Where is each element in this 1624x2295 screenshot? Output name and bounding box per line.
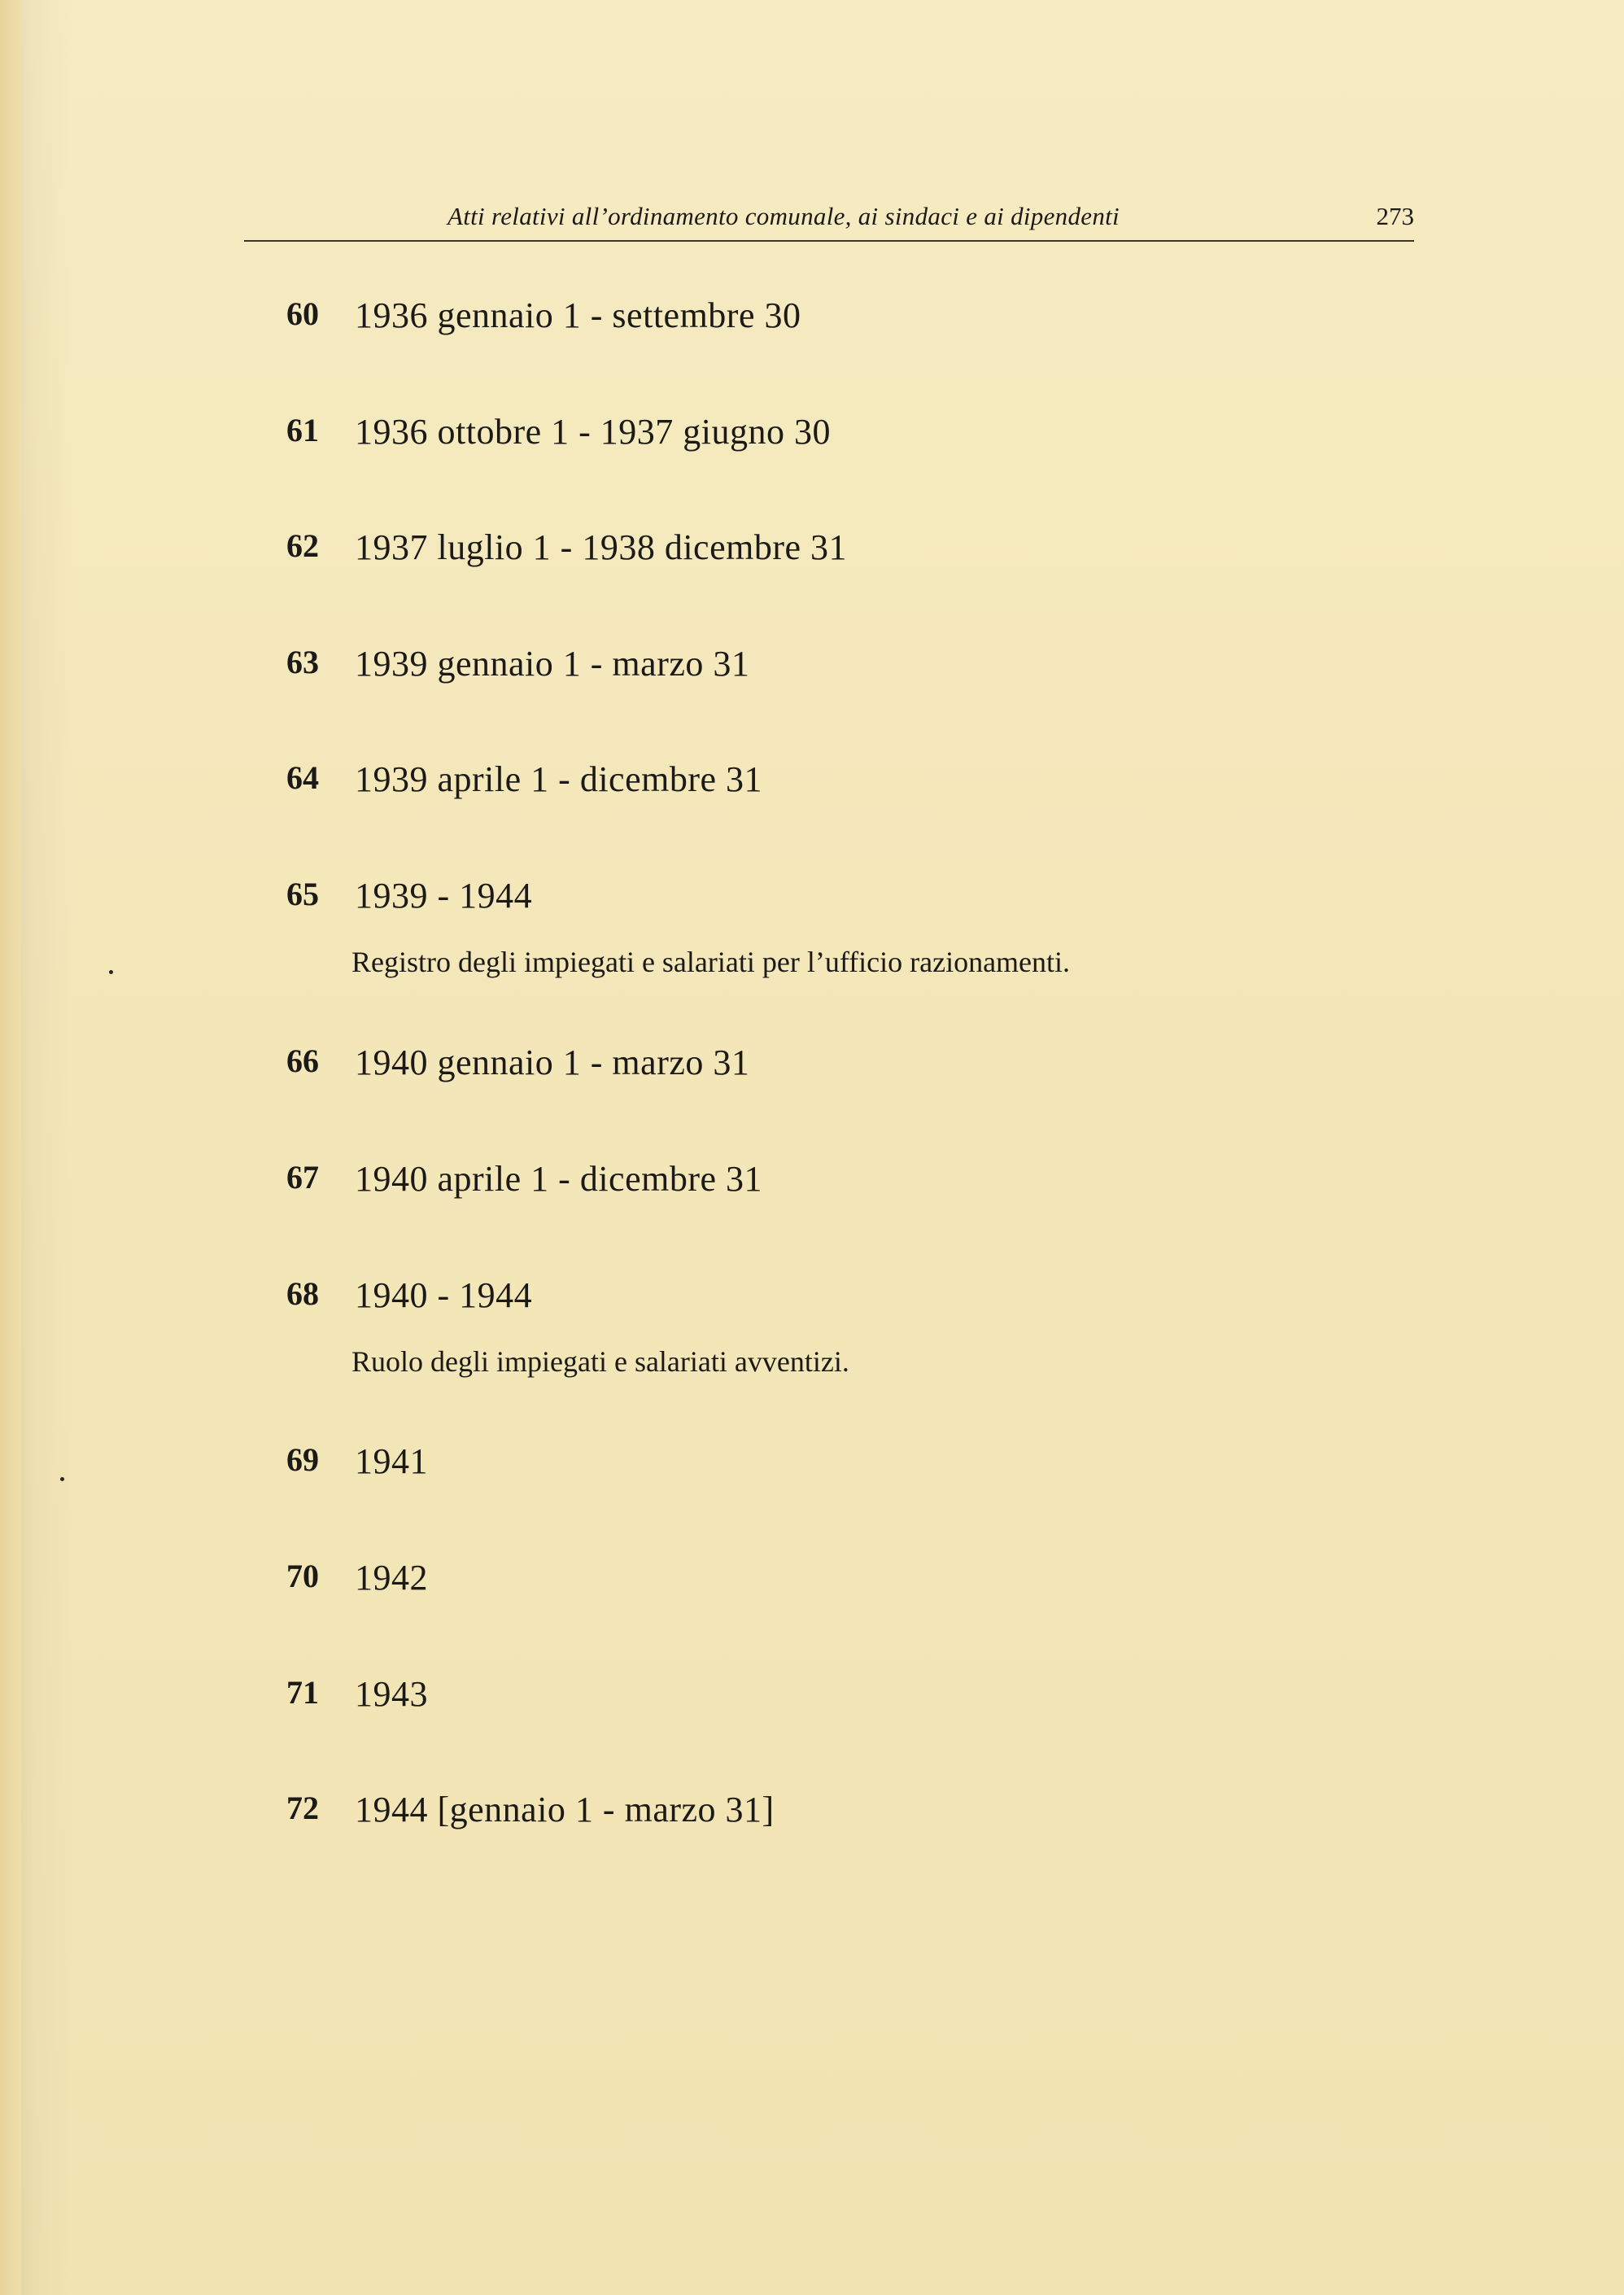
entry-number: 72 — [286, 1790, 319, 1826]
running-header — [244, 202, 1414, 243]
entry-date: 1944 [gennaio 1 - marzo 31] — [355, 1790, 775, 1829]
entry-number: 69 — [286, 1441, 319, 1478]
entry-number: 71 — [286, 1674, 319, 1711]
entry-60 — [244, 295, 1302, 343]
entry-64 — [244, 758, 1302, 807]
entry-number: 66 — [286, 1043, 319, 1079]
entry-date: 1939 gennaio 1 - marzo 31 — [355, 644, 750, 684]
entry-date: 1942 — [355, 1558, 428, 1598]
page-number: 273 — [1376, 202, 1414, 230]
entry-date: 1936 ottobre 1 - 1937 giugno 30 — [355, 412, 832, 452]
entry-68 — [244, 1274, 1302, 1397]
entry-number: 67 — [286, 1159, 319, 1196]
entry-date: 1940 aprile 1 - dicembre 31 — [355, 1159, 763, 1199]
entry-number: 65 — [286, 876, 319, 912]
entry-67 — [244, 1158, 1302, 1207]
entry-number: 60 — [286, 295, 319, 332]
entry-70 — [244, 1557, 1302, 1606]
entry-date: 1943 — [355, 1674, 428, 1714]
entry-date: 1941 — [355, 1441, 428, 1481]
entry-62 — [244, 527, 1302, 575]
header-rule — [244, 240, 1414, 242]
entry-61 — [244, 411, 1302, 460]
entry-number: 62 — [286, 527, 319, 564]
entry-date: 1940 gennaio 1 - marzo 31 — [355, 1043, 750, 1082]
entry-description: Ruolo degli impiegati e salariati avventizi. — [351, 1345, 849, 1378]
entry-number: 70 — [286, 1558, 319, 1594]
entry-date: 1939 - 1944 — [355, 876, 533, 916]
entry-63 — [244, 643, 1302, 692]
entry-69 — [244, 1440, 1302, 1489]
entry-date: 1939 aprile 1 - dicembre 31 — [355, 759, 763, 799]
entry-65 — [244, 875, 1302, 997]
margin-speck — [60, 1477, 64, 1481]
entry-71 — [244, 1673, 1302, 1722]
header-title: Atti relativi all’ordinamento comunale, ai sindaci e ai dipendenti — [447, 202, 1120, 230]
entry-72 — [244, 1789, 1302, 1838]
margin-speck — [109, 970, 113, 974]
entry-date: 1940 - 1944 — [355, 1275, 533, 1315]
entry-number: 68 — [286, 1275, 319, 1312]
entry-number: 61 — [286, 412, 319, 448]
page-binding-edge — [0, 0, 21, 2295]
entry-date: 1936 gennaio 1 - settembre 30 — [355, 295, 801, 335]
entry-number: 63 — [286, 644, 319, 680]
entry-66 — [244, 1042, 1302, 1091]
entry-date: 1937 luglio 1 - 1938 dicembre 31 — [355, 527, 848, 567]
entry-number: 64 — [286, 759, 319, 796]
entry-description: Registro degli impiegati e salariati per l’ufficio razionamenti. — [351, 946, 1071, 978]
